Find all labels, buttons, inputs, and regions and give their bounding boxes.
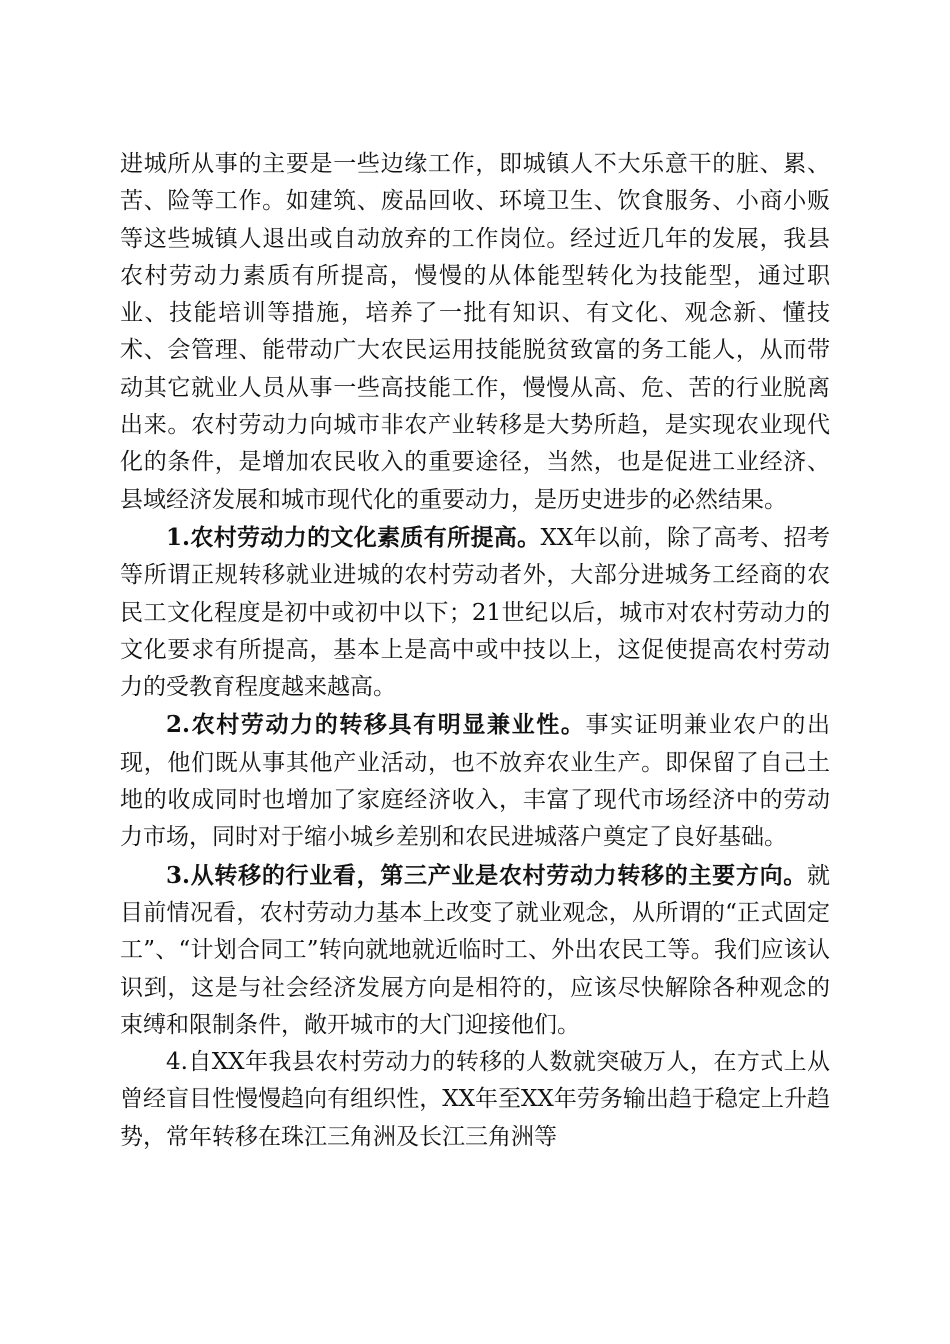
paragraph-text: 4.自XX年我县农村劳动力的转移的人数就突破万人，在方式上从曾经盲目性慢慢趋向有组织性，XX年至XX年劳务输出趋于稳定上升趋势，常年转移在珠江三角洲及长江三角洲等 [120,1049,830,1150]
paragraph-heading: 2.农村劳动力的转移具有明显兼业性。 [166,711,586,739]
document-page [120,146,830,1156]
body-paragraph-point-4 [120,1044,830,1156]
body-paragraph-continuation [120,146,830,519]
paragraph-text: 进城所从事的主要是一些边缘工作，即城镇人不大乐意干的脏、累、苦、险等工作。如建筑、废品回收、环境卫生、饮食服务、小商小贩等这些城镇人退出或自动放弃的工作岗位。经过近几年的发展，我县农村劳动力素质有所提高，慢慢的从体能型转化为技能型，通过职业、技能培训等措施，培养了一批有知识、有文化、观念新、懂技术、会管理、能带动广大农民运用技能脱贫致富的务工能人，从而带动其它就业人员从事一些高技能工作，慢慢从高、危、苦的行业脱离出来。农村劳动力向城市非农产业转移是大势所趋，是实现农业现代化的条件，是增加农民收入的重要途径，当然，也是促进工业经济、县域经济发展和城市现代化的重要动力，是历史进步的必然结果。 [120,151,830,513]
paragraph-heading: 1.农村劳动力的文化素质有所提高。 [166,523,541,551]
body-paragraph-point-3 [120,857,830,1044]
body-paragraph-point-1 [120,519,830,706]
body-paragraph-point-2 [120,706,830,856]
paragraph-text: 事实证明兼业农户的出现，他们既从事其他产业活动，也不放弃农业生产。即保留了自己土地的收成同时也增加了家庭经济收入，丰富了现代市场经济中的劳动力市场，同时对于缩小城乡差别和农民进城落户奠定了良好基础。 [120,712,831,851]
paragraph-text: XX年以前，除了高考、招考等所谓正规转移就业进城的农村劳动者外，大部分进城务工经商的农民工文化程度是初中或初中以下；21世纪以后，城市对农村劳动力的文化要求有所提高，基本上是高中或中技以上，这促使提高农村劳动力的受教育程度越来越高。 [120,524,830,701]
paragraph-text: 就目前情况看，农村劳动力基本上改变了就业观念，从所谓的“正式固定工”、“计划合同工”转向就地就近临时工、外出农民工等。我们应该认识到，这是与社会经济发展方向是相符的，应该尽快解除各种观念的束缚和限制条件，敞开城市的大门迎接他们。 [120,862,830,1038]
paragraph-heading: 3.从转移的行业看，第三产业是农村劳动力转移的主要方向。 [166,861,807,889]
